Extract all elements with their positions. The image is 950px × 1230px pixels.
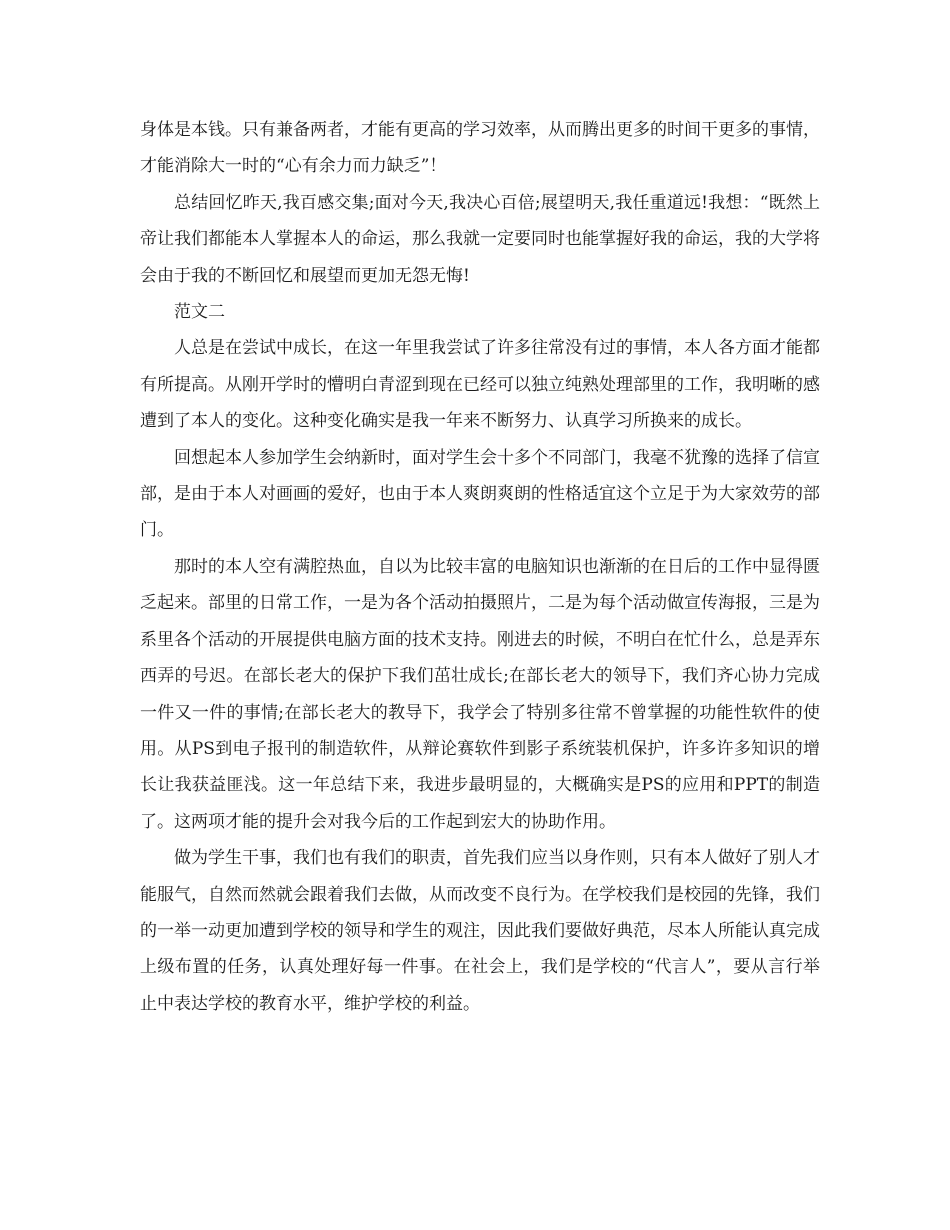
document-body — [140, 112, 820, 1022]
paragraph: 那时的本人空有满腔热血，自以为比较丰富的电脑知识也渐渐的在日后的工作中显得匮乏起来。部里的日常工作，一是为各个活动拍摄照片，二是为每个活动做宣传海报，三是为系里各个活动的开展提供电脑方面的技术支持。刚进去的时候，不明白在忙什么，总是弄东西弄的号迟。在部长老大的保护下我们茁壮成长;在部长老大的领导下，我们齐心协力完成一件又一件的事情;在部长老大的教导下，我学会了特别多往常不曾掌握的功能性软件的使用。从PS到电子报刊的制造软件，从辩论赛软件到影子系统装机保护，许多许多知识的增长让我获益匪浅。这一年总结下来，我进步最明显的，大概确实是PS的应用和PPT的制造了。这两项才能的提升会对我今后的工作起到宏大的协助作用。 — [140, 556, 820, 832]
paragraph-summary: 总结回忆昨天,我百感交集;面对今天,我决心百倍;展望明天,我任重道远!我想：“既然上帝让我们都能本人掌握本人的命运，那么我就一定要同时也能掌握好我的命运，我的大学将会由于我的不断回忆和展望而更加无怨无悔! — [140, 192, 820, 286]
paragraph: 做为学生干事，我们也有我们的职责，首先我们应当以身作则，只有本人做好了别人才能服气，自然而然就会跟着我们去做，从而改变不良行为。在学校我们是校园的先锋，我们的一举一动更加遭到学校的领导和学生的观注，因此我们要做好典范，尽本人所能认真完成上级布置的任务，认真处理好每一件事。在社会上，我们是学校的“代言人”，要从言行举止中表达学校的教育水平，维护学校的利益。 — [140, 848, 820, 1014]
section-heading: 范文二 — [174, 302, 225, 323]
paragraph: 人总是在尝试中成长，在这一年里我尝试了许多往常没有过的事情，本人各方面才能都有所提高。从刚开学时的懵明白青涩到现在已经可以独立纯熟处理部里的工作，我明晰的感遭到了本人的变化。这种变化确实是我一年来不断努力、认真学习所换来的成长。 — [140, 338, 820, 432]
paragraph-continuation: 身体是本钱。只有兼备两者，才能有更高的学习效率，从而腾出更多的时间干更多的事情，才能消除大一时的“心有余力而力缺乏”！ — [140, 120, 820, 177]
paragraph: 回想起本人参加学生会纳新时，面对学生会十多个不同部门，我毫不犹豫的选择了信宣部，是由于本人对画画的爱好，也由于本人爽朗爽朗的性格适宜这个立足于为大家效劳的部门。 — [140, 447, 820, 541]
